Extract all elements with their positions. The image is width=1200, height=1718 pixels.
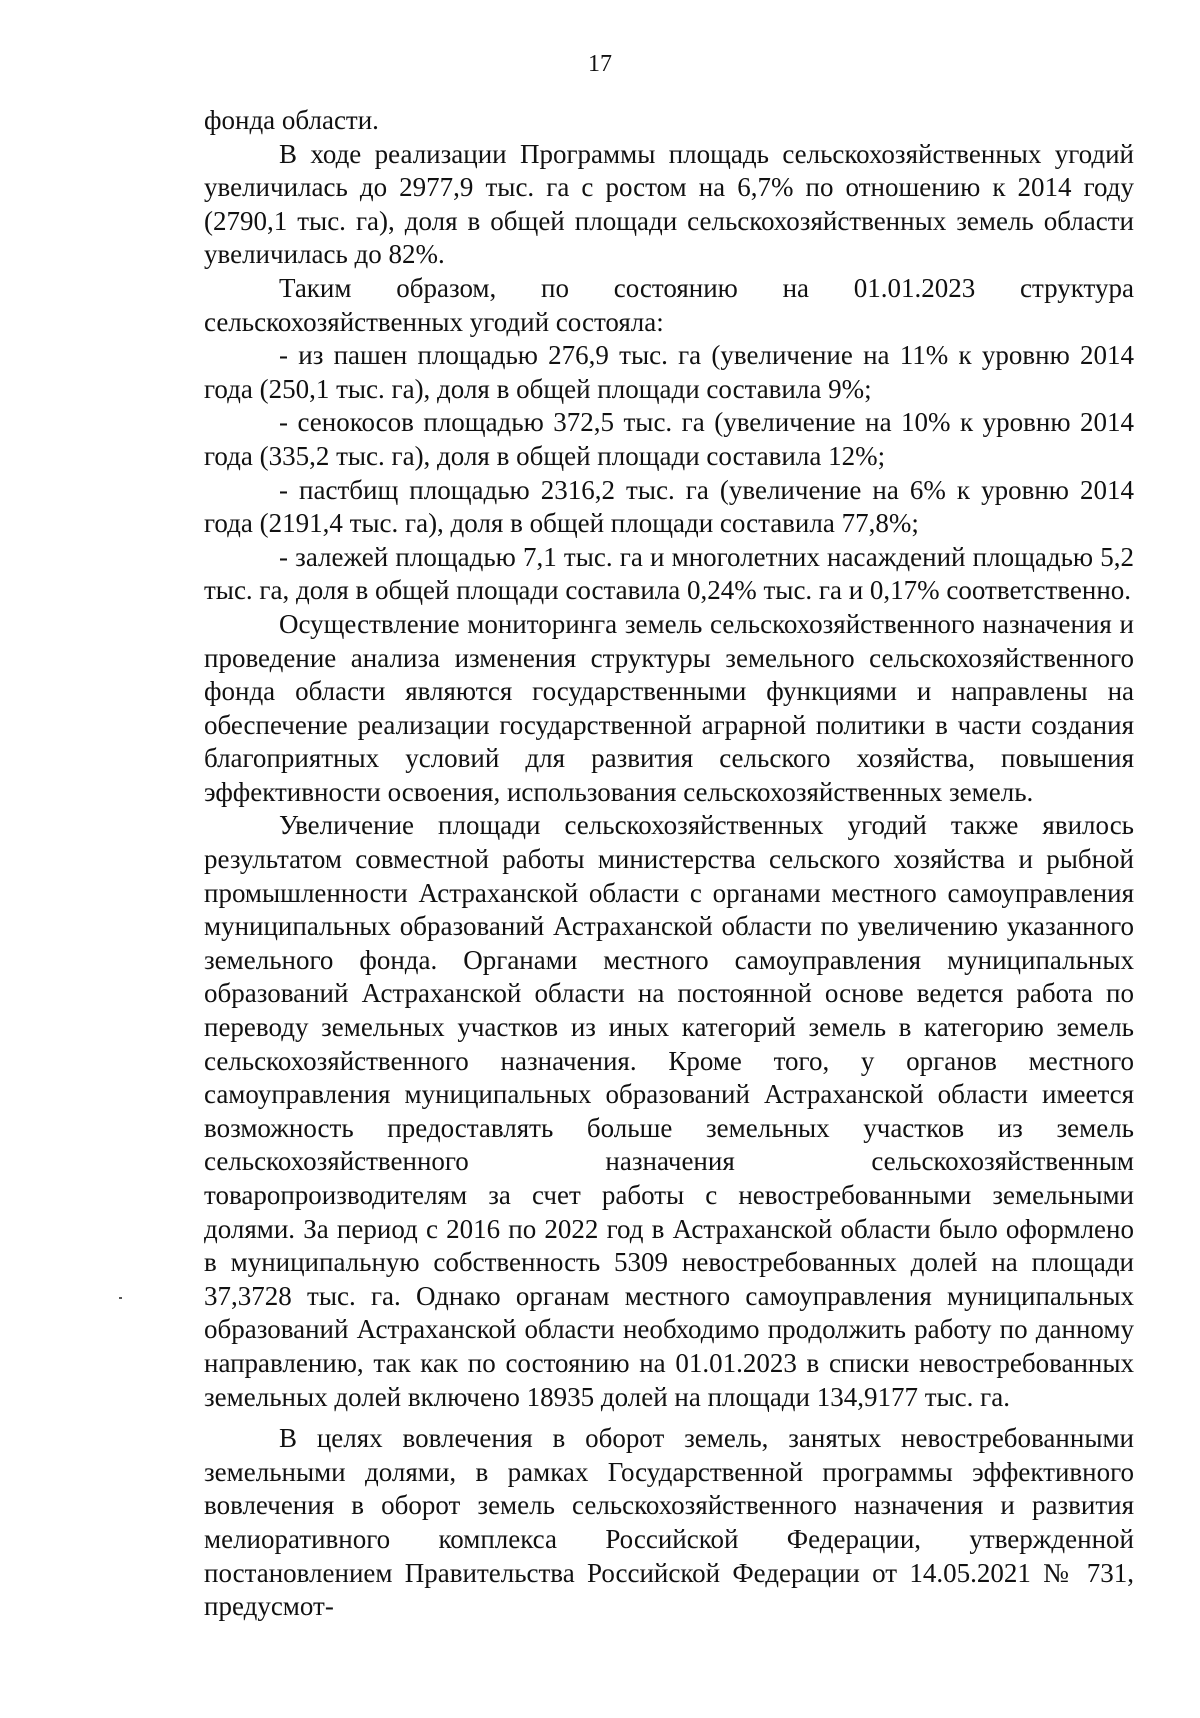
list-item-arable: - из пашен площадью 276,9 тыс. га (увеличение на 11% к уровню 2014 года (250,1 тыс. га), доля в общей площади составила 9%;: [204, 340, 1134, 404]
page-number: 17: [588, 51, 612, 77]
paragraph-joint-work: Увеличение площади сельскохозяйственных угодий также явилось результатом совместной работы министерства сельского хозяйства и рыбной промышленности Астраханской области с органами местного самоуправления муниципальных образований Астраханской области по увеличению указанного земельного фонда. Органами местного самоуправления муниципальных образований Астраханской области на постоянной основе ведется работа по переводу земельных участков из иных категорий земель в категорию земель сельскохозяйственного назначения. Кроме того, у органов местного самоуправления муниципальных образований Астраханской области имеется возможность предоставлять больше земельных участков из земель сельскохозяйственного назначения сельскохозяйственным товаропроизводителям за счет работы с невостребованными земельными долями. За период с 2016 по 2022 год в Астраханской области было оформлено в муниципальную собственность 5309 невостребованных долей на площади 37,3728 тыс. га. Однако органам местного самоуправления муниципальных образований Астраханской области необходимо продолжить работу по данному направлению, так как по состоянию на 01.01.2023 в списки невостребованных земельных долей включено 18935 долей на площади 134,9177 тыс. га.: [204, 810, 1134, 1412]
scan-speck: [119, 1297, 122, 1299]
paragraph-continuation: фонда области.: [204, 105, 379, 135]
paragraph-structure-intro: Таким образом, по состоянию на 01.01.2023 структура сельскохозяйственных угодий состояла:: [204, 272, 1134, 337]
document-body: [204, 104, 1134, 1624]
paragraph-area-growth: В ходе реализации Программы площадь сельскохозяйственных угодий увеличилась до 2977,9 тыс. га с ростом на 6,7% по отношению к 2014 году (2790,1 тыс. га), доля в общей площади сельскохозяйственных земель области увеличилась до 82%.: [204, 138, 1134, 270]
list-item-hayfields: - сенокосов площадью 372,5 тыс. га (увеличение на 10% к уровню 2014 года (335,2 тыс. га), доля в общей площади составила 12%;: [204, 407, 1134, 471]
paragraph-state-program: В целях вовлечения в оборот земель, занятых невостребованными земельными долями, в рамках Государственной программы эффективного вовлечения в оборот земель сельскохозяйственного назначения и развития мелиоративного комплекса Российской Федерации, утвержденной постановлением Правительства Российской Федерации от 14.05.2021 № 731, предусмот-: [204, 1423, 1134, 1622]
list-item-fallow: - залежей площадью 7,1 тыс. га и многолетних насаждений площадью 5,2 тыс. га, доля в общей площади составила 0,24% тыс. га и 0,17% соответственно.: [204, 541, 1134, 606]
list-item-pastures: - пастбищ площадью 2316,2 тыс. га (увеличение на 6% к уровню 2014 года (2191,4 тыс. га), доля в общей площади составила 77,8%;: [204, 474, 1134, 539]
paragraph-monitoring: Осуществление мониторинга земель сельскохозяйственного назначения и проведение анализа изменения структуры земельного сельскохозяйственного фонда области являются государственными функциями и направлены на обеспечение реализации государственной аграрной политики в части создания благоприятных условий для развития сельского хозяйства, повышения эффективности освоения, использования сельскохозяйственных земель.: [204, 608, 1134, 807]
